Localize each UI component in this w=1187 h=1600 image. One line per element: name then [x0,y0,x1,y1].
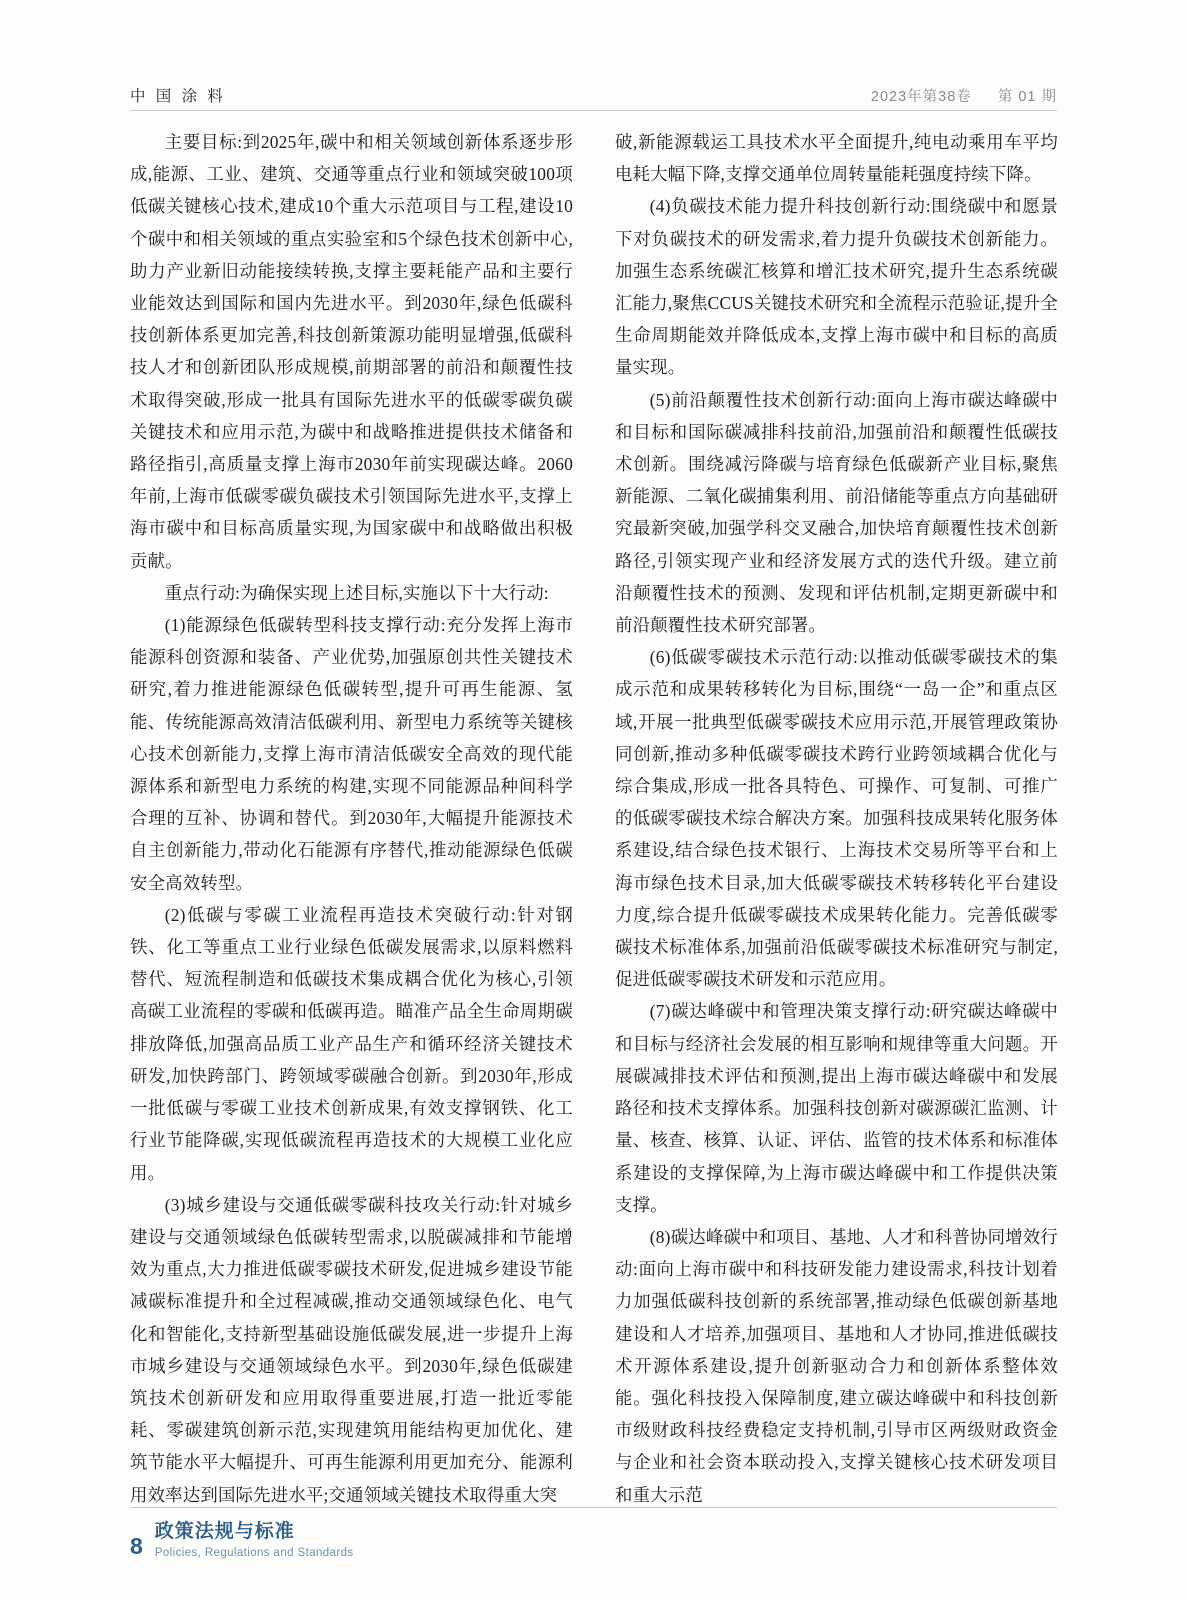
paragraph: (4)负碳技术能力提升科技创新行动:围绕碳中和愿景下对负碳技术的研发需求,着力提升负碳技术创新能力。加强生态系统碳汇核算和增汇技术研究,提升生态系统碳汇能力,聚焦CCUS关键技术研究和全流程示范验证,提升全生命周期能效并降低成本,支撑上海市碳中和目标的高质量实现。 [615,196,1058,378]
paragraph: 破,新能源载运工具技术水平全面提升,纯电动乘用车平均电耗大幅下降,支撑交通单位周转量能耗强度持续下降。 [615,132,1058,185]
footer-divider [130,1507,1057,1508]
issue-label: 第 01 期 [997,89,1057,105]
paragraph: (6)低碳零碳技术示范行动:以推动低碳零碳技术的集成示范和成果转移转化为目标,围绕“一岛一企”和重点区域,开展一批典型低碳零碳技术应用示范,开展管理政策协同创新,推动多种低碳零碳技术跨行业跨领域耦合优化与综合集成,形成一批各具特色、可操作、可复制、可推广的低碳零碳技术综合解决方案。加强科技成果转化服务体系建设,结合绿色技术银行、上海技术交易所等平台和上海市绿色技术目录,加大低碳零碳技术转移转化平台建设力度,综合提升低碳零碳技术成果转化能力。完善低碳零碳技术标准体系,加强前沿低碳零碳技术标准研究与制定,促进低碳零碳技术研发和示范应用。 [615,647,1058,990]
paragraph: (7)碳达峰碳中和管理决策支撑行动:研究碳达峰碳中和目标与经济社会发展的相互影响和规律等重大问题。开展碳减排技术评估和预测,提出上海市碳达峰碳中和发展路径和技术支撑体系。加强科技创新对碳源碳汇监测、计量、核查、核算、认证、评估、监管的技术体系和标准体系建设的支撑保障,为上海市碳达峰碳中和工作提供决策支撑。 [615,1001,1058,1215]
left-column [130,126,573,1505]
paragraph: (3)城乡建设与交通低碳零碳科技攻关行动:针对城乡建设与交通领域绿色低碳转型需求,以脱碳减排和节能增效为重点,大力推进低碳零碳技术研发,促进城乡建设节能减碳标准提升和全过程减碳,推动交通领域绿色化、电气化和智能化,支持新型基础设施低碳发展,进一步提升上海市城乡建设与交通领域绿色水平。到2030年,绿色低碳建筑技术创新研发和应用取得重要进展,打造一批近零能耗、零碳建筑创新示范,实现建筑用能结构更加优化、建筑节能水平大幅提升、可再生能源利用更加充分、能源利用效率达到国际先进水平;交通领域关键技术取得重大突 [130,1194,573,1505]
publication-title: 中 国 涂 料 [130,88,226,105]
right-column [615,126,1058,1505]
page-header [130,78,1057,106]
paragraph: (5)前沿颠覆性技术创新行动:面向上海市碳达峰碳中和目标和国际碳减排科技前沿,加强前沿和颠覆性低碳技术创新。围绕减污降碳与培育绿色低碳新产业目标,聚焦新能源、二氧化碳捕集利用、前沿储能等重点方向基础研究最新突破,加强学科交叉融合,加快培育颠覆性技术创新路径,引领实现产业和经济发展方式的迭代升级。建立前沿颠覆性技术的预测、发现和评估机制,定期更新碳中和前沿颠覆性技术研究部署。 [615,389,1058,636]
paragraph: (1)能源绿色低碳转型科技支撑行动:充分发挥上海市能源科创资源和装备、产业优势,加强原创共性关键技术研究,着力推进能源绿色低碳转型,提升可再生能源、氢能、传统能源高效清洁低碳利用、新型电力系统等关键核心技术创新能力,支撑上海市清洁低碳安全高效的现代能源体系和新型电力系统的构建,实现不同能源品种间科学合理的互补、协调和替代。到2030年,大幅提升能源技术自主创新能力,带动化石能源有序替代,推动能源绿色低碳安全高效转型。 [130,615,573,893]
header-divider [130,110,1057,111]
paragraph: 主要目标:到2025年,碳中和相关领域创新体系逐步形成,能源、工业、建筑、交通等重点行业和领域突破100项低碳关键核心技术,建成10个重大示范项目与工程,建设10个碳中和相关领域的重点实验室和5个绿色技术创新中心,助力产业新旧动能接续转换,支撑主要耗能产品和主要行业能效达到国际和国内先进水平。到2030年,绿色低碳科技创新体系更加完善,科技创新策源功能明显增强,低碳科技人才和创新团队形成规模,前期部署的前沿和颠覆性技术取得突破,形成一批具有国际先进水平的低碳零碳负碳关键技术和应用示范,为碳中和战略推进提供技术储备和路径指引,高质量支撑上海市2030年前实现碳达峰。2060年前,上海市低碳零碳负碳技术引领国际先进水平,支撑上海市碳中和目标高质量实现,为国家碳中和战略做出积极贡献。 [130,132,573,571]
issue-info [871,85,1057,106]
section-title-en: Policies, Regulations and Standards [154,1546,354,1559]
volume-label: 2023年第38卷 [870,89,972,105]
section-title-block [155,1520,354,1560]
paragraph: (2)低碳与零碳工业流程再造技术突破行动:针对钢铁、化工等重点工业行业绿色低碳发展需求,以原料燃料替代、短流程制造和低碳技术集成耦合优化为核心,引领高碳工业流程的零碳和低碳再造。瞄准产品全生命周期碳排放降低,加强高品质工业产品生产和循环经济关键技术研发,加快跨部门、跨领域零碳融合创新。到2030年,形成一批低碳与零碳工业技术创新成果,有效支撑钢铁、化工行业节能降碳,实现低碳流程再造技术的大规模工业化应用。 [130,904,573,1183]
section-title-cn: 政策法规与标准 [154,1520,295,1542]
paragraph: (8)碳达峰碳中和项目、基地、人才和科普协同增效行动:面向上海市碳中和科技研发能力建设需求,科技计划着力加强低碳科技创新的系统部署,推动绿色低碳创新基地建设和人才培养,加强项目、基地和人才协同,推进低碳技术开源体系建设,提升创新驱动合力和创新体系整体效能。强化科技投入保障制度,建立碳达峰碳中和科技创新市级财政科技经费稳定支持机制,引导市区两级财政资金与企业和社会资本联动投入,支撑关键核心技术研发项目和重大示范 [615,1226,1058,1505]
page-footer [130,1520,354,1560]
page-number: 8 [130,1533,143,1559]
article-body [130,126,1058,1505]
paragraph: 重点行动:为确保实现上述目标,实施以下十大行动: [164,582,549,603]
